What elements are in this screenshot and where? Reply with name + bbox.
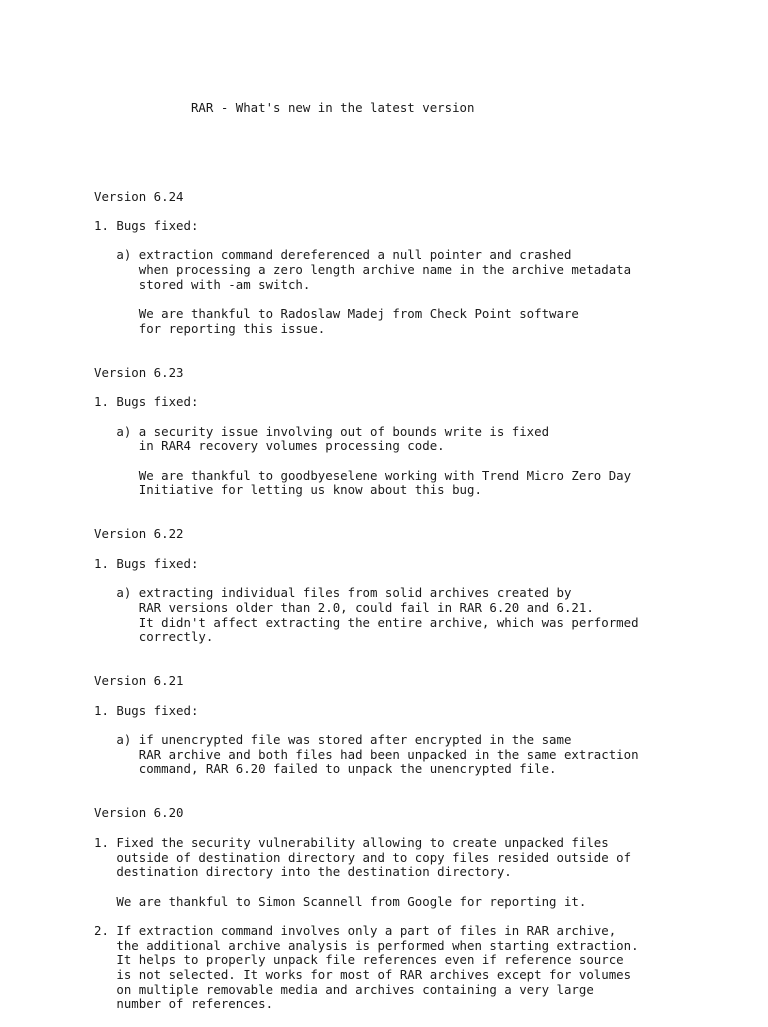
paragraph	[94, 395, 754, 410]
spacer	[94, 909, 754, 924]
text-line: 1. Fixed the security vulnerability allowing to create unpacked files	[94, 834, 609, 850]
version-heading: Version 6.21	[94, 673, 184, 689]
paragraph	[94, 469, 754, 498]
text-line: stored with -am switch.	[94, 276, 311, 292]
text-line: in RAR4 recovery volumes processing code.	[94, 438, 445, 454]
spacer	[94, 821, 754, 836]
spacer	[94, 513, 754, 528]
version-heading: Version 6.22	[94, 526, 184, 542]
paragraph	[94, 425, 754, 454]
text-line: We are thankful to Radoslaw Madej from Check Point software	[94, 306, 579, 322]
text-line: 1. Bugs fixed:	[94, 555, 199, 571]
version-heading: Version 6.24	[94, 188, 184, 204]
text-line: is not selected. It works for most of RAR archives except for volumes	[94, 967, 632, 983]
spacer	[94, 718, 754, 733]
text-line: number of references.	[94, 996, 274, 1012]
spacer	[94, 542, 754, 557]
spacer	[94, 146, 754, 161]
version-section	[94, 674, 754, 806]
text-line: We are thankful to goodbyeselene working with Trend Micro Zero Day	[94, 467, 632, 483]
spacer	[94, 571, 754, 586]
spacer	[94, 689, 754, 704]
version-section	[94, 366, 754, 528]
spacer	[94, 498, 754, 513]
text-line: a) extracting individual files from solid archives created by	[94, 585, 572, 601]
text-line: for reporting this issue.	[94, 320, 326, 336]
version-heading: Version 6.20	[94, 805, 184, 821]
text-line: RAR versions older than 2.0, could fail in RAR 6.20 and 6.21.	[94, 599, 594, 615]
paragraph	[94, 586, 754, 645]
spacer	[94, 234, 754, 249]
text-line: command, RAR 6.20 failed to unpack the unencrypted file.	[94, 761, 557, 777]
spacer	[94, 204, 754, 219]
whats-new-document	[94, 72, 754, 1027]
text-line: outside of destination directory and to copy files resided outside of	[94, 849, 632, 865]
version-sections	[94, 190, 754, 1013]
version-section	[94, 190, 754, 366]
paragraph	[94, 704, 754, 719]
text-line: a) if unencrypted file was stored after encrypted in the same	[94, 732, 572, 748]
text-line: 2. If extraction command involves only a part of files in RAR archive,	[94, 922, 617, 938]
text-line: the additional archive analysis is performed when starting extraction.	[94, 937, 639, 953]
text-line: 1. Bugs fixed:	[94, 217, 199, 233]
paragraph	[94, 924, 754, 1012]
paragraph	[94, 895, 754, 910]
paragraph	[94, 219, 754, 234]
spacer	[94, 792, 754, 807]
text-line: 1. Bugs fixed:	[94, 702, 199, 718]
spacer	[94, 292, 754, 307]
paragraph	[94, 733, 754, 777]
spacer	[94, 880, 754, 895]
spacer	[94, 660, 754, 675]
text-line: when processing a zero length archive name in the archive metadata	[94, 262, 632, 278]
text-line: a) a security issue involving out of bounds write is fixed	[94, 423, 550, 439]
text-line: a) extraction command dereferenced a null pointer and crashed	[94, 247, 572, 263]
document-title: RAR - What's new in the latest version	[94, 100, 475, 116]
paragraph	[94, 248, 754, 292]
spacer	[94, 381, 754, 396]
text-line: It helps to properly unpack file references even if reference source	[94, 952, 624, 968]
spacer	[94, 454, 754, 469]
paragraph	[94, 836, 754, 880]
text-line: It didn't affect extracting the entire archive, which was performed	[94, 614, 639, 630]
text-line: destination directory into the destination directory.	[94, 864, 512, 880]
text-line: Initiative for letting us know about this bug.	[94, 482, 482, 498]
spacer	[94, 645, 754, 660]
spacer	[94, 336, 754, 351]
version-section	[94, 527, 754, 674]
version-heading: Version 6.23	[94, 364, 184, 380]
spacer	[94, 410, 754, 425]
text-line: RAR archive and both files had been unpacked in the same extraction	[94, 746, 639, 762]
paragraph	[94, 557, 754, 572]
spacer	[94, 351, 754, 366]
text-line: on multiple removable media and archives containing a very large	[94, 981, 594, 997]
text-line: We are thankful to Simon Scannell from Google for reporting it.	[94, 893, 587, 909]
spacer	[94, 777, 754, 792]
text-line: correctly.	[94, 629, 214, 645]
paragraph	[94, 307, 754, 336]
version-section	[94, 806, 754, 1012]
text-line: 1. Bugs fixed:	[94, 394, 199, 410]
